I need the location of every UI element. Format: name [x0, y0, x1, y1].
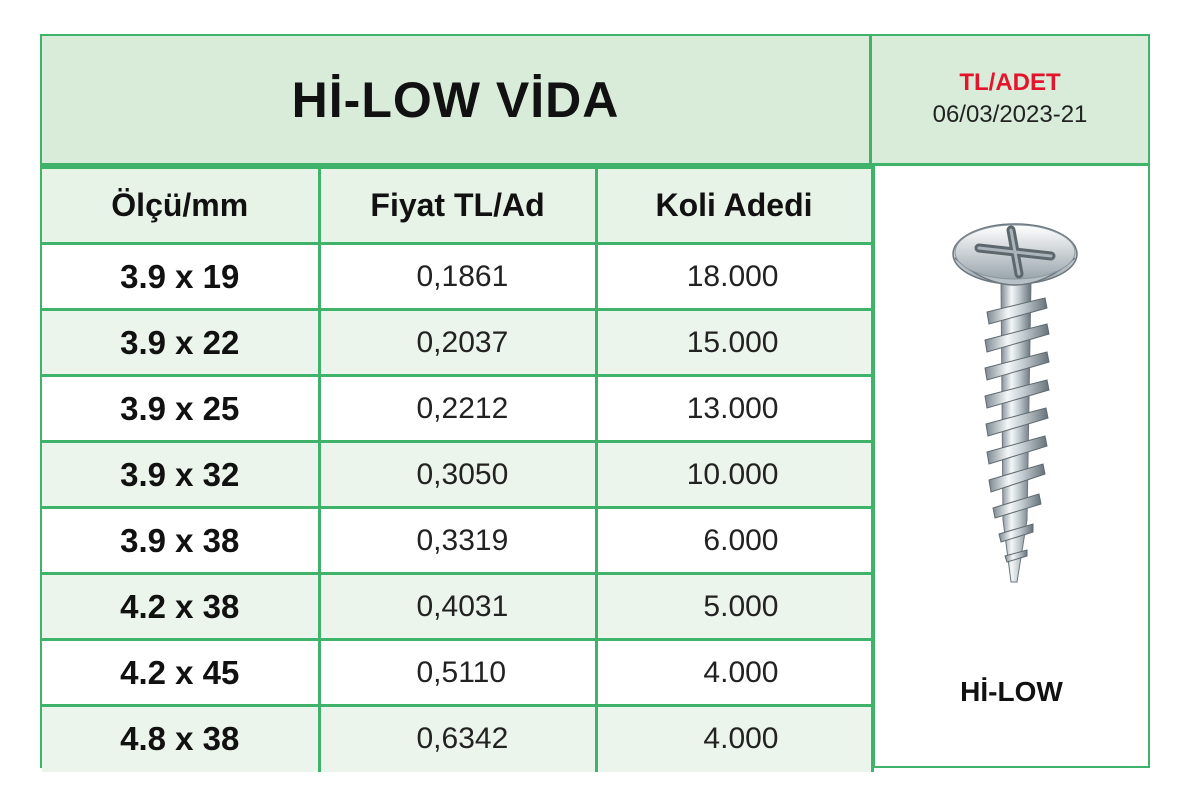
price-table [42, 166, 874, 772]
qty-cell: 10.000 [596, 442, 872, 508]
size-cell: 3.9 x 32 [42, 442, 319, 508]
title-cell [42, 36, 872, 166]
price-cell: 0,4031 [319, 574, 596, 640]
size-cell: 3.9 x 19 [42, 244, 319, 310]
column-header-price: Fiyat TL/Ad [319, 168, 596, 244]
price-sheet [40, 34, 1150, 768]
qty-cell: 6.000 [596, 508, 872, 574]
price-cell: 0,6342 [319, 706, 596, 772]
qty-cell: 18.000 [596, 244, 872, 310]
size-cell: 3.9 x 22 [42, 310, 319, 376]
price-cell: 0,2037 [319, 310, 596, 376]
price-cell: 0,3319 [319, 508, 596, 574]
size-cell: 4.2 x 45 [42, 640, 319, 706]
product-label: Hİ-LOW [960, 676, 1063, 707]
qty-cell: 4.000 [596, 640, 872, 706]
unit-label: TL/ADET [959, 68, 1061, 96]
price-cell: 0,2212 [319, 376, 596, 442]
table-row [42, 574, 872, 640]
table-row [42, 640, 872, 706]
size-cell: 4.8 x 38 [42, 706, 319, 772]
table-header-row [42, 168, 872, 244]
size-cell: 3.9 x 38 [42, 508, 319, 574]
price-cell: 0,3050 [319, 442, 596, 508]
column-header-qty: Koli Adedi [596, 168, 872, 244]
price-cell: 0,1861 [319, 244, 596, 310]
table-row [42, 244, 872, 310]
table-row [42, 442, 872, 508]
qty-cell: 4.000 [596, 706, 872, 772]
price-cell: 0,5110 [319, 640, 596, 706]
size-cell: 4.2 x 38 [42, 574, 319, 640]
qty-cell: 13.000 [596, 376, 872, 442]
size-cell: 3.9 x 25 [42, 376, 319, 442]
table-row [42, 310, 872, 376]
qty-cell: 5.000 [596, 574, 872, 640]
price-date: 06/03/2023-21 [932, 100, 1088, 128]
qty-cell: 15.000 [596, 310, 872, 376]
product-image-panel [872, 166, 1148, 766]
meta-cell [872, 36, 1148, 166]
table-row [42, 706, 872, 772]
column-header-size: Ölçü/mm [42, 168, 319, 244]
table-row [42, 376, 872, 442]
page-title: Hİ-LOW VİDA [291, 71, 620, 128]
screw-icon [935, 220, 1095, 600]
table-row [42, 508, 872, 574]
